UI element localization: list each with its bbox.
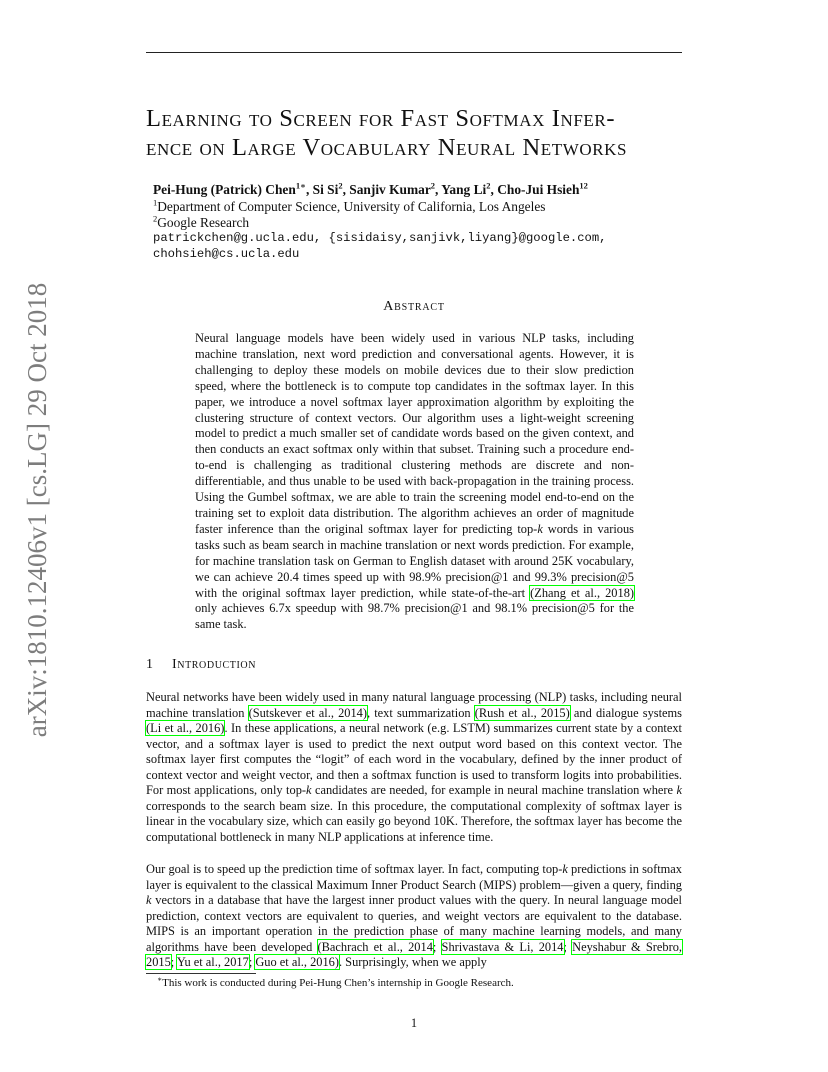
citation-link[interactable]: (Li et al., 2016) bbox=[146, 721, 225, 735]
author-mark: 1∗ bbox=[295, 180, 306, 191]
footnote-rule bbox=[146, 973, 256, 974]
footnote: ∗This work is conducted during Pei-Hung Chen’s internship in Google Research. bbox=[157, 974, 514, 989]
title-line-2: ence on Large Vocabulary Neural Networks bbox=[146, 134, 628, 161]
citation-link[interactable]: (Bachrach et al., 2014 bbox=[317, 939, 433, 954]
math-k: k bbox=[676, 783, 682, 797]
affiliation-2: $^2$Google Research bbox=[153, 213, 250, 230]
citation-link[interactable]: (Sutskever et al., 2014) bbox=[248, 705, 367, 720]
math-k: k bbox=[537, 521, 543, 536]
author-name: , Sanjiv Kumar bbox=[342, 182, 431, 197]
intro-paragraph-2: Our goal is to speed up the prediction time of softmax layer. In fact, computing top-k predictions in softmax layer is equivalent to the classical Maximum Inner Product Search (MIPS) problem—given a query, finding k vectors in a database that have the largest inner product values with the query. In neural language model prediction, context vectors are equivalent to queries, and weight vectors are equivalent to the database. MIPS is an important operation in the prediction phase of many machine learning models, and many algorithms have been developed (Bachrach et al., 2014; Shrivastava & Li, 2014; Neyshabur & Srebro, 2015; Yu et al., 2017; Guo et al., 2016). Surprisingly, when we apply bbox=[146, 862, 683, 969]
arxiv-watermark bbox=[20, 280, 54, 740]
email-line-1: patrickchen@g.ucla.edu, {sisidaisy,sanjivk,liyang}@google.com, bbox=[153, 231, 607, 245]
author-mark: 12 bbox=[579, 180, 588, 191]
intro-paragraph-1: Neural networks have been widely used in many natural language processing (NLP) tasks, including neural machine translation (Sutskever et al., 2014), text summarization (Rush et al., 2015) and dialogue systems (Li et al., 2016). In these applications, a neural network (e.g. LSTM) summarizes current state by a context vector, and a softmax layer is used to predict the next output word based on this context vector. The softmax layer first computes the “logit” of each word in the vocabulary, defined by the inner product of context vector and weight vector, and then a softmax function is used to transform logits into probabilities. For most applications, only top-k candidates are needed, for example in neural machine translation where k corresponds to the search beam size. In this procedure, the computational complexity of softmax layer is linear in the vocabulary size, which can easily go beyond 10K. Therefore, the softmax layer has become the computational bottleneck in many NLP applications at inference time. bbox=[146, 690, 682, 844]
author-mark: 2 bbox=[338, 180, 343, 191]
citation-link[interactable]: (Zhang et al., 2018) bbox=[530, 585, 635, 600]
affiliation-1: $^1$Department of Computer Science, University of California, Los Angeles bbox=[153, 197, 546, 214]
author-name: , Si Si bbox=[305, 182, 339, 197]
footnote-mark: ∗ bbox=[157, 974, 163, 984]
author-mark: 2 bbox=[430, 180, 436, 191]
page-number: 1 bbox=[410, 1016, 418, 1030]
math-k: k bbox=[146, 893, 152, 907]
author-mark: 2 bbox=[486, 180, 491, 191]
top-rule bbox=[146, 52, 682, 53]
paper-title bbox=[146, 104, 706, 162]
citation-link[interactable]: (Rush et al., 2015) bbox=[474, 705, 570, 720]
section-number: 1 bbox=[146, 657, 154, 672]
author-name: , Yang Li bbox=[435, 182, 487, 197]
abstract-text: Neural language models have been widely used in various NLP tasks, including machine translation, next word prediction and conversational agents. However, it is challenging to deploy these models on mobile devices due to their slow prediction speed, where the bottleneck is to compute top candidates in the softmax layer. In this paper, we introduce a novel softmax layer approximation algorithm by exploiting the clustering structure of context vectors. Our algorithm uses a light-weight screening model to predict a much smaller set of candidate words based on the given context, and then conducts an exact softmax only within that subset. Training such a procedure end-to-end is challenging as traditional clustering methods are discrete and non-differentiable, and thus unable to be used with back-propagation in the training process. Using the Gumbel softmax, we are able to train the screening model end-to-end on the training set to exploit data distribution. The algorithm achieves an order of magnitude faster inference than the original softmax layer for predicting top-k words in various tasks such as beam search in machine translation or next words prediction. For example, for machine translation task on German to English dataset with around 25K vocabulary, we can achieve 20.4 times speed up with 98.9% precision@1 and 99.3% precision@5 with the original softmax layer prediction, while state-of-the-art (Zhang et al., 2018) only achieves 6.7x speedup with 98.7% precision@1 and 98.1% precision@5 for the same task. bbox=[195, 331, 635, 632]
math-k: k bbox=[306, 783, 312, 797]
title-line-1: Learning to Screen for Fast Softmax Infer- bbox=[146, 105, 616, 132]
arxiv-id: arXiv:1810.12406v1 [cs.LG] 29 Oct 2018 bbox=[22, 282, 52, 738]
author-name: Pei-Hung (Patrick) Chen bbox=[153, 182, 296, 197]
citation-link[interactable]: Shrivastava & Li, 2014 bbox=[441, 939, 564, 954]
abstract-heading: Abstract bbox=[383, 299, 445, 314]
email-line-2: chohsieh@cs.ucla.edu bbox=[153, 247, 300, 261]
citation-link[interactable]: Yu et al., 2017 bbox=[176, 955, 249, 969]
citation-link[interactable]: Guo et al., 2016) bbox=[255, 955, 339, 969]
section-title: Introduction bbox=[172, 657, 257, 672]
author-list bbox=[153, 182, 588, 198]
section-heading bbox=[146, 657, 256, 673]
math-k: k bbox=[562, 862, 568, 876]
author-name: , Cho-Jui Hsieh bbox=[490, 182, 580, 197]
citation-link[interactable]: Neyshabur & Srebro, 2015 bbox=[146, 939, 683, 969]
